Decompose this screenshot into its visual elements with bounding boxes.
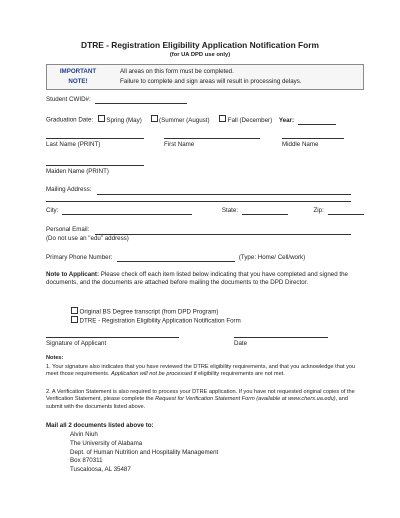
city-label: City: [46, 207, 59, 214]
summer-label: (Summer (August) [159, 116, 210, 124]
email-note: (Do not use an "edu" address) [46, 235, 129, 242]
important-label: IMPORTANT [59, 68, 97, 75]
note-2 [46, 389, 358, 411]
phone-row [46, 254, 305, 262]
note-to-applicant-text: Please check off each item listed below indicating that you have completed and signed the documents, and the documents are attached before mailing the documents to the DPD Director. [46, 271, 348, 287]
transcript-checkbox[interactable] [71, 307, 78, 314]
spring-checkbox[interactable] [98, 115, 105, 122]
mailing-address-field[interactable] [97, 194, 351, 195]
maiden-name-label: Maiden Name (PRINT) [46, 168, 109, 175]
mailing-address-field-2[interactable] [46, 201, 351, 202]
form-checkbox[interactable] [71, 316, 78, 323]
state-label: State: [221, 207, 239, 214]
city-state-zip-row [46, 207, 364, 215]
address-line: Alvin Niuh [70, 431, 98, 438]
notes-heading: Notes: [46, 355, 64, 361]
note-label: NOTE! [68, 77, 88, 85]
note-line-2: Failure to complete and sign areas will result in processing delays. [120, 77, 302, 85]
signature-label: Signature of Applicant [46, 340, 107, 347]
graduation-date-row [46, 115, 336, 125]
note-line-1: All areas on this form must be completed. [120, 68, 234, 75]
mail-heading: Mail all 2 documents listed above to: [46, 422, 154, 429]
address-line: The University of Alabama [70, 439, 143, 447]
spring-label: Spring (May) [106, 116, 142, 124]
date-field[interactable] [234, 337, 328, 338]
state-field[interactable] [242, 207, 288, 215]
phone-type-label: (Type: Home/ Cell/work) [238, 254, 306, 261]
note-2-tail: , and submit with the documents listed above. [46, 396, 349, 410]
middle-name-field[interactable] [282, 138, 344, 139]
address-line: Box 870311 [70, 457, 103, 465]
checklist-item [71, 316, 241, 326]
note-to-applicant-label: Note to Applicant: [46, 271, 100, 278]
address-line: Tuscaloosa, AL 35487 [70, 466, 131, 474]
note-1-emphasis: Application will not be processed [110, 371, 193, 378]
city-field[interactable] [62, 207, 192, 215]
note-to-applicant [46, 271, 358, 287]
last-name-label: Last Name (PRINT) [46, 141, 101, 148]
year-label: Year: [278, 116, 295, 124]
phone-field[interactable] [117, 254, 235, 262]
note-1-tail: if eligibility requirements are not met. [192, 371, 285, 378]
middle-name-label: Middle Name [282, 141, 319, 148]
email-label: Personal Email: [46, 226, 90, 233]
important-note-text [120, 67, 302, 86]
cwid-label: Student CWID#: [46, 96, 91, 103]
graduation-date-label: Graduation Date: [46, 116, 94, 124]
address-line: Dept. of Human Nutrition and Hospitality Management [70, 448, 219, 456]
form-title: DTRE - Registration Eligibility Application Notification Form [81, 40, 319, 50]
zip-field[interactable] [328, 207, 364, 215]
important-note-label [48, 67, 108, 86]
first-name-label: First Name [164, 141, 195, 148]
note-2-emphasis: Request for Verification Statement Form (available at www.chers.ua.edu) [155, 396, 336, 403]
first-name-field[interactable] [164, 138, 260, 139]
form-subtitle: (for UA DPD use only) [169, 52, 231, 58]
mailing-address-label: Mailing Address: [46, 186, 92, 193]
note-1-text: 1. Your signature also indicates that you have reviewed the DTRE eligibility requirements, and that you acknowledge that you meet those requirements. [46, 364, 356, 378]
cwid-field[interactable] [95, 96, 187, 104]
checklist-item-label: DTRE - Registration Eligibility Application Notification Form [79, 317, 241, 325]
fall-checkbox[interactable] [219, 115, 226, 122]
maiden-name-field[interactable] [46, 165, 144, 166]
fall-label: Fall (December) [227, 116, 273, 124]
checklist-item-label: Original BS Degree transcript (from DPD Program) [79, 308, 219, 316]
zip-label: Zip: [313, 207, 324, 214]
year-field[interactable] [298, 117, 336, 125]
date-label: Date [234, 340, 248, 347]
mailing-address-block [70, 431, 218, 475]
cwid-row [46, 96, 187, 104]
signature-field[interactable] [46, 337, 179, 338]
note-2-text: 2. A Verification Statement is also required to process your DTRE application. If you have not requested original copies of the Verification Statement, please complete the [46, 389, 355, 403]
note-1 [46, 364, 358, 379]
summer-checkbox[interactable] [151, 115, 158, 122]
phone-label: Primary Phone Number: [46, 254, 113, 261]
email-field[interactable] [95, 234, 351, 235]
last-name-field[interactable] [46, 138, 144, 139]
